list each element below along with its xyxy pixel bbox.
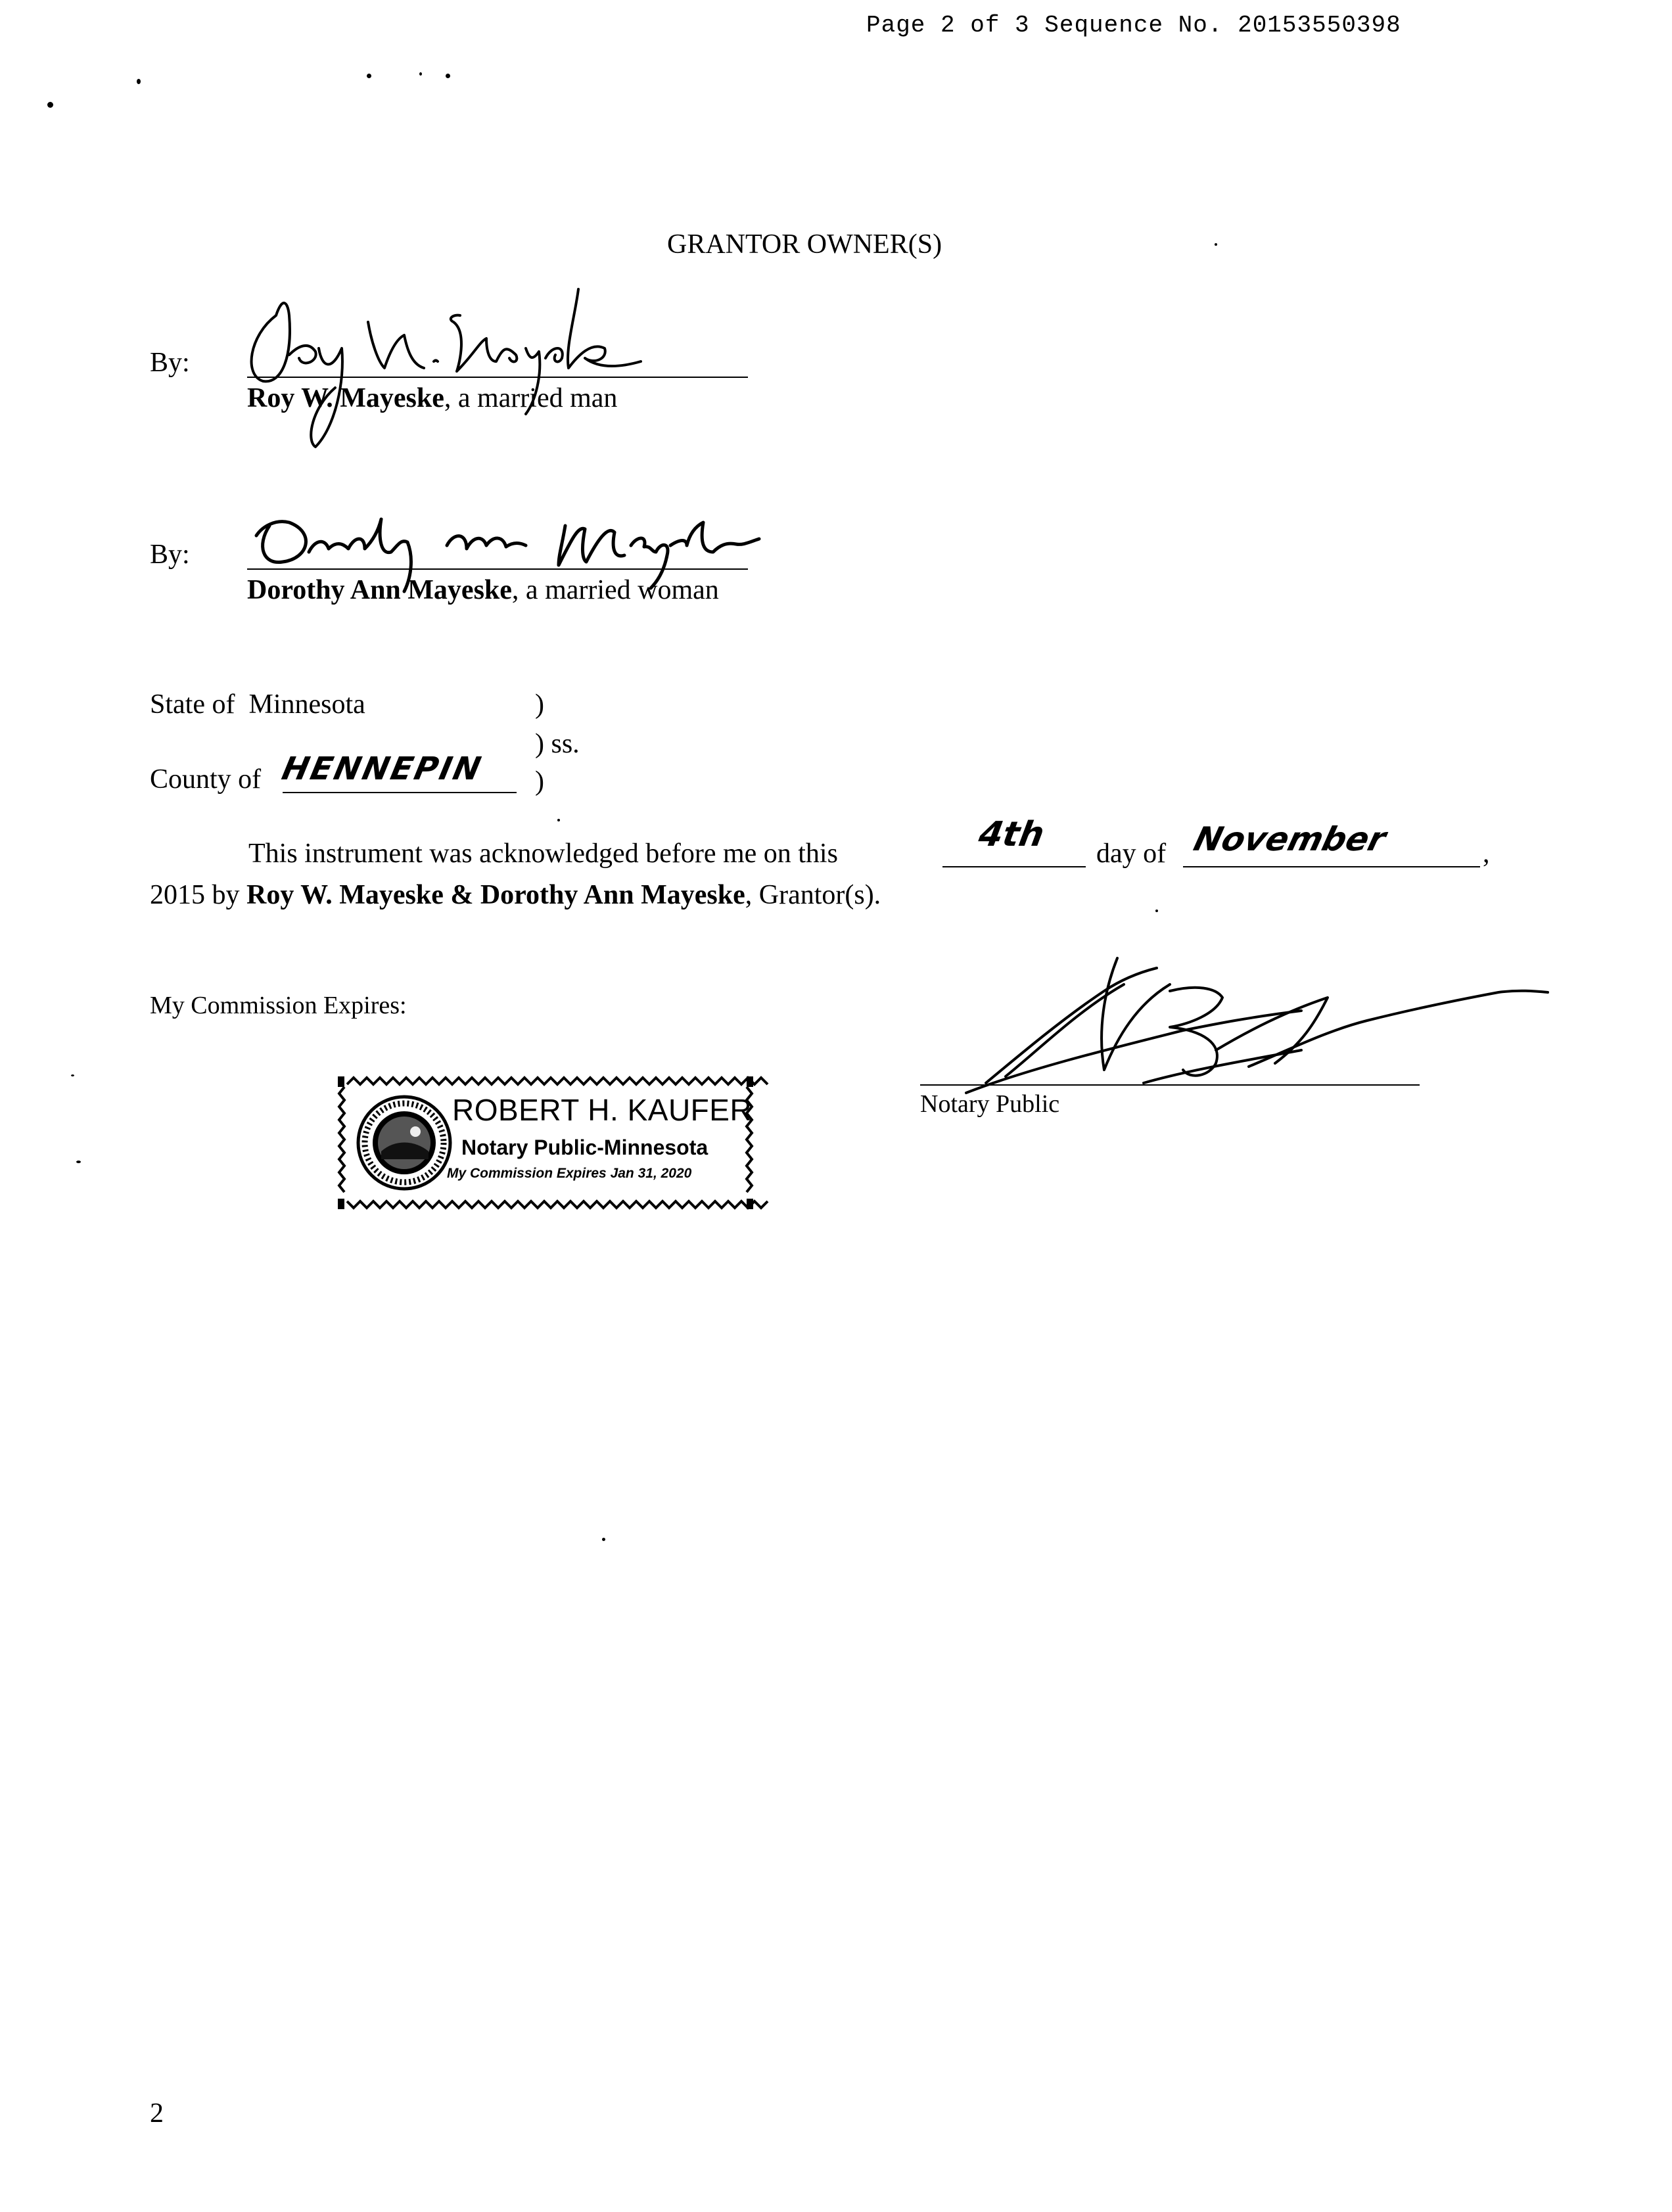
state-label: State of bbox=[150, 689, 235, 720]
signature-line bbox=[247, 568, 748, 570]
notary-stamp bbox=[335, 1074, 756, 1212]
county-value: HENNEPIN bbox=[279, 750, 486, 787]
state-line bbox=[150, 689, 365, 720]
day-value: 4th bbox=[975, 815, 1048, 854]
scan-speck bbox=[137, 79, 141, 84]
signature-line bbox=[247, 377, 748, 378]
scan-speck bbox=[367, 74, 371, 78]
notary-public-label: Notary Public bbox=[920, 1090, 1060, 1118]
stamp-notary-name: ROBERT H. KAUFER bbox=[452, 1093, 753, 1127]
ack-line1-prefix: This instrument was acknowledged before me on this bbox=[248, 839, 838, 869]
scan-speck bbox=[1155, 910, 1158, 912]
scan-speck bbox=[557, 819, 560, 821]
scan-speck bbox=[419, 72, 422, 76]
ack-comma: , bbox=[1483, 839, 1490, 869]
ack-grantors-suffix: , Grantor(s). bbox=[745, 880, 881, 910]
by-label: By: bbox=[150, 348, 190, 378]
signer-name: Dorothy Ann Mayeske bbox=[247, 575, 512, 605]
day-blank-line bbox=[942, 866, 1086, 867]
venue-paren: ) bbox=[535, 766, 544, 796]
signer-description: , a married woman bbox=[511, 575, 719, 605]
ack-day-of: day of bbox=[1096, 839, 1167, 869]
notary-signature-line bbox=[920, 1084, 1420, 1086]
signer-name-line bbox=[247, 574, 719, 606]
month-blank-line bbox=[1183, 866, 1480, 867]
venue-paren: ) bbox=[535, 689, 544, 720]
county-label: County of bbox=[150, 764, 262, 795]
page-sequence-header: Page 2 of 3 Sequence No. 20153550398 bbox=[866, 12, 1401, 39]
scan-speck bbox=[446, 74, 450, 78]
ack-grantor-names: Roy W. Mayeske & Dorothy Ann Mayeske bbox=[246, 880, 745, 910]
stamp-commission-expires: My Commission Expires Jan 31, 2020 bbox=[447, 1166, 692, 1181]
page-number: 2 bbox=[150, 2098, 164, 2129]
month-value: November bbox=[1190, 820, 1390, 858]
venue-ss: ) ss. bbox=[535, 729, 580, 759]
signer-description: , a married man bbox=[444, 383, 618, 413]
scan-speck bbox=[1215, 243, 1217, 246]
state-value: Minnesota bbox=[248, 689, 365, 720]
by-label: By: bbox=[150, 540, 190, 570]
roy-mayeske-signature bbox=[237, 276, 657, 460]
notary-signature bbox=[907, 952, 1551, 1109]
commission-expires-label: My Commission Expires: bbox=[150, 992, 407, 1019]
scan-speck bbox=[76, 1161, 81, 1163]
signer-name-line bbox=[247, 382, 617, 414]
scan-speck bbox=[71, 1074, 74, 1076]
ack-line2 bbox=[150, 879, 881, 911]
grantor-heading: GRANTOR OWNER(S) bbox=[667, 229, 942, 260]
county-blank-line bbox=[283, 792, 517, 793]
signer-name: Roy W. Mayeske bbox=[247, 383, 444, 413]
scan-speck bbox=[602, 1538, 605, 1541]
stamp-notary-title: Notary Public-Minnesota bbox=[461, 1136, 708, 1159]
scan-speck bbox=[47, 102, 53, 108]
state-seal-icon bbox=[355, 1094, 453, 1192]
ack-year: 2015 by bbox=[150, 880, 246, 910]
